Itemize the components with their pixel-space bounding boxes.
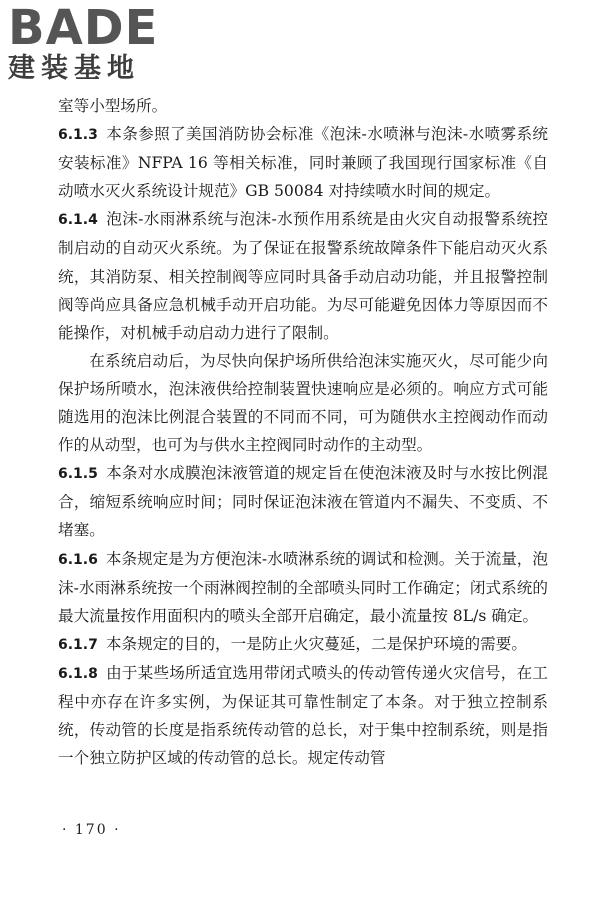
document-body <box>58 92 548 772</box>
page-number: · 170 · <box>62 822 121 838</box>
clause-number: 6.1.5 <box>58 466 98 483</box>
clause-text: 本条规定是为方便泡沫-水喷淋系统的调试和检测。关于流量，泡沫-水雨淋系统按一个雨淋阀控制的全部喷头同时工作确定；闭式系统的最大流量按作用面积内的喷头全部开启确定，最小流量按 8L/s 确定。 <box>58 549 548 625</box>
paragraph-text: 室等小型场所。 <box>58 97 168 115</box>
clause-text: 本条参照了美国消防协会标准《泡沫-水喷淋与泡沫-水喷雾系统安装标准》NFPA 16 等相关标准，同时兼顾了我国现行国家标准《自动喷水灭火系统设计规范》GB 50084 对持续喷水时间的规定。 <box>58 125 548 201</box>
clause-6-1-4 <box>58 205 548 346</box>
clause-number: 6.1.7 <box>58 636 98 653</box>
clause-6-1-3 <box>58 120 548 205</box>
clause-number: 6.1.6 <box>58 551 98 568</box>
clause-text: 本条规定的目的，一是防止火灾蔓延，二是保护环境的需要。 <box>105 634 527 653</box>
logo-brand-text: BADE <box>8 0 159 56</box>
logo-subtitle: 建装基地 <box>8 53 140 84</box>
clause-text: 由于某些场所适宜选用带闭式喷头的传动管传递火灾信号，在工程中亦存在许多实例，为保证其可靠性制定了本条。对于独立控制系统，传动管的长度是指系统传动管的总长，对于集中控制系统，则是指一个独立防护区域的传动管的总长。规定传动管 <box>58 663 548 768</box>
brand-logo <box>8 0 178 88</box>
paragraph-continuation <box>58 92 548 120</box>
clause-6-1-8 <box>58 659 548 772</box>
clause-number: 6.1.8 <box>58 665 98 682</box>
clause-text: 本条对水成膜泡沫液管道的规定旨在使泡沫液及时与水按比例混合，缩短系统响应时间；同时保证泡沫液在管道内不漏失、不变质、不堵塞。 <box>58 464 548 540</box>
clause-number: 6.1.4 <box>58 212 98 229</box>
clause-6-1-4-continued <box>58 347 548 459</box>
clause-6-1-6 <box>58 545 548 630</box>
clause-number: 6.1.3 <box>58 127 98 144</box>
clause-text: 泡沫-水雨淋系统与泡沫-水预作用系统是由火灾自动报警系统控制启动的自动灭火系统。为了保证在报警系统故障条件下能启动灭火系统，其消防泵、相关控制阀等应同时具备手动启动功能，并且报警控制阀等尚应具备应急机械手动开启功能。为尽可能避免因体力等原因而不能操作，对机械手动启动力进行了限制。 <box>58 210 548 342</box>
paragraph-text: 在系统启动后，为尽快向保护场所供给泡沫实施灭火，尽可能少向保护场所喷水，泡沫液供给控制装置快速响应是必须的。响应方式可能随选用的泡沫比例混合装置的不同而不同，可为随供水主控阀动作而动作的从动型，也可为与供水主控阀同时动作的主动型。 <box>58 351 548 455</box>
clause-6-1-7 <box>58 630 548 659</box>
clause-6-1-5 <box>58 459 548 544</box>
